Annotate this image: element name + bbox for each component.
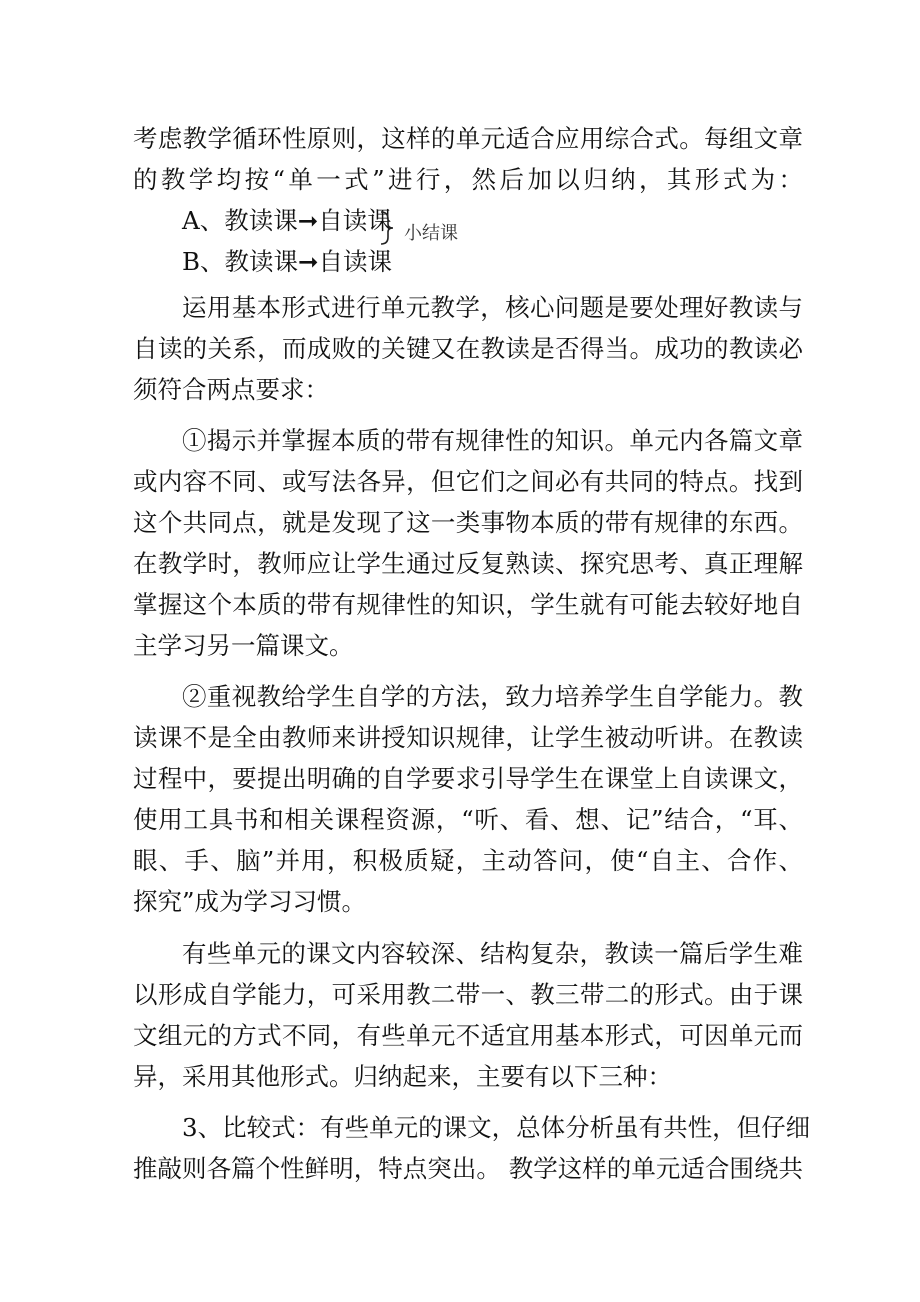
paragraph-line: ②重视教给学生自学的方法，致力培养学生自学能力。教	[182, 682, 803, 711]
paragraph-line: 过程中，要提出明确的自学要求引导学生在课堂上自读课文，	[133, 764, 803, 793]
paragraph-line: 有些单元的课文内容较深、结构复杂，教读一篇后学生难	[182, 939, 803, 968]
paragraph-line: 主学习另一篇课文。	[133, 631, 354, 660]
paragraph-line: 的教学均按“单一式”进行，然后加以归纳，其形式为：	[133, 165, 803, 194]
paragraph-line: 这个共同点，就是发现了这一类事物本质的带有规律的东西。	[133, 508, 803, 537]
paragraph-line: 考虑教学循环性原则，这样的单元适合应用综合式。每组文章	[133, 124, 803, 153]
paragraph-line: 自读的关系，而成败的关键又在教读是否得当。成功的教读必	[133, 334, 803, 363]
paragraph-line: 使用工具书和相关课程资源，“听、看、想、记”结合，“耳、	[133, 805, 803, 834]
paragraph-line: 在教学时，教师应让学生通过反复熟读、探究思考、真正理解	[133, 549, 803, 578]
paragraph-line: 文组元的方式不同，有些单元不适宜用基本形式，可因单元而	[133, 1021, 803, 1050]
list-item-a: A、教读课➞自读课	[182, 206, 392, 235]
paragraph-line: 或内容不同、或写法各异，但它们之间必有共同的特点。找到	[133, 467, 803, 496]
paragraph-line: 以形成自学能力，可采用教二带一、教三带二的形式。由于课	[133, 980, 803, 1009]
paragraph-line: 掌握这个本质的带有规律性的知识，学生就有可能去较好地自	[133, 590, 803, 619]
paragraph-line: ①揭示并掌握本质的带有规律性的知识。单元内各篇文章	[182, 426, 803, 455]
paragraph-line: 读课不是全由教师来讲授知识规律，让学生被动听讲。在教读	[133, 723, 803, 752]
paragraph-line: 眼、手、脑”并用，积极质疑，主动答问，使“自主、合作、	[133, 846, 803, 875]
list-item-b: B、教读课➞自读课	[182, 247, 393, 276]
paragraph-line: 须符合两点要求：	[133, 375, 329, 404]
brace-icon	[379, 210, 401, 246]
paragraph-line: 异，采用其他形式。归纳起来，主要有以下三种：	[133, 1062, 672, 1091]
side-note: 小结课	[404, 223, 458, 244]
paragraph-line: 运用基本形式进行单元教学，核心问题是要处理好教读与	[182, 293, 803, 322]
paragraph-line: 推敲则各篇个性鲜明，特点突出。 教学这样的单元适合围绕共	[133, 1154, 803, 1183]
paragraph-line: 3、比较式：有些单元的课文，总体分析虽有共性，但仔细	[182, 1113, 811, 1142]
paragraph-line: 探究”成为学习习惯。	[133, 887, 367, 916]
